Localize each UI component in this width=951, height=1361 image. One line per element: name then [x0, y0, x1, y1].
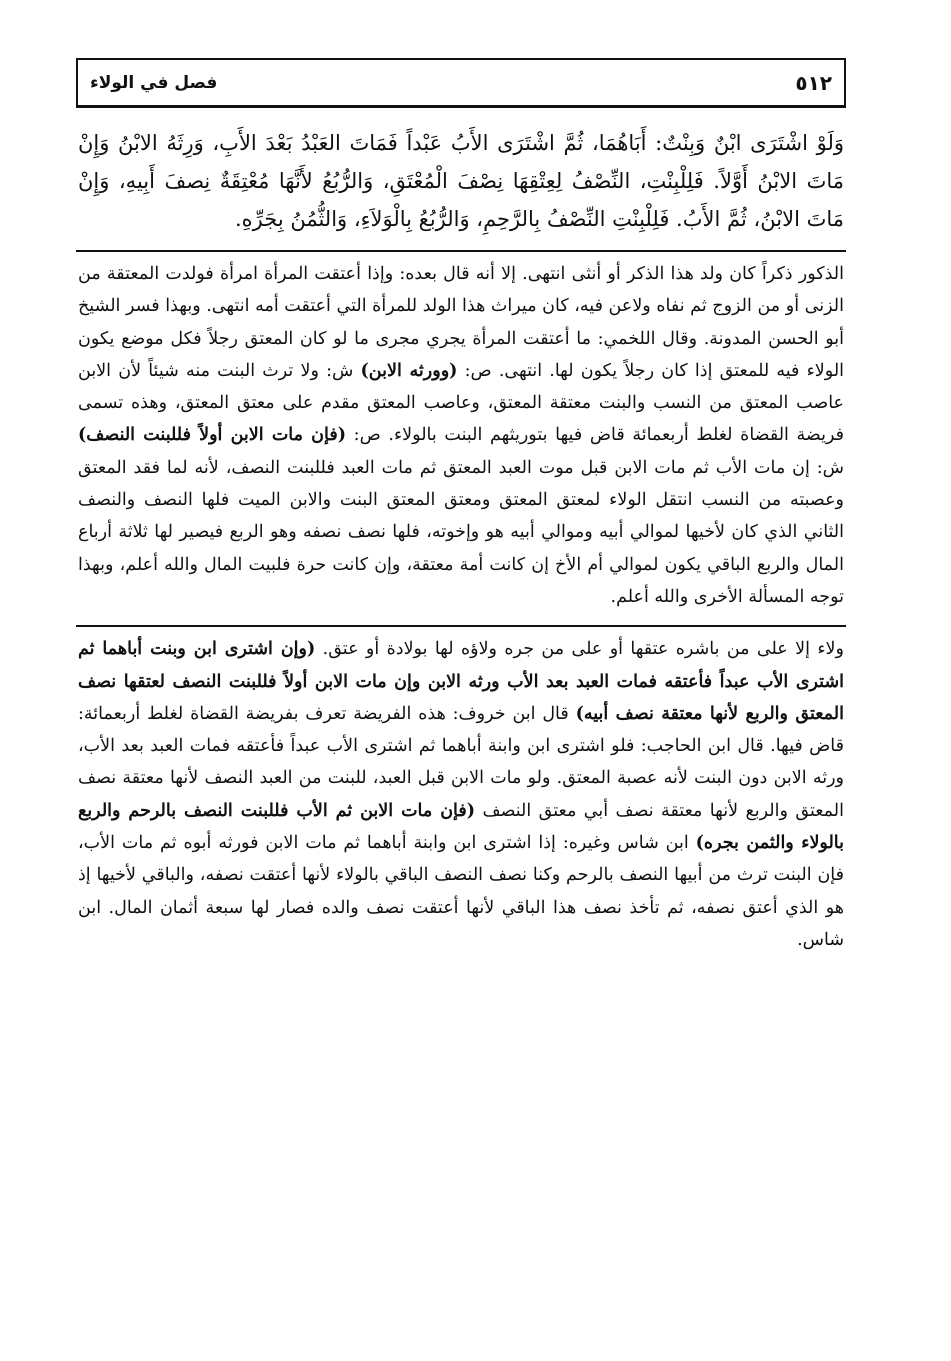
commentary-section-1	[76, 258, 846, 613]
commentary-segment: ش: إن مات الأب ثم مات الابن قبل موت العبد المعتق ثم مات العبد فللبنت النصف، لأنه لما فقد المعتق وعصبته من النسب انتقل الولاء لمعتق المعتق ومعتق المعتق البنت والابن الميت فلها النصف والنصف الثاني الذي كان لأخيها لموالي أبيه وموالي أبيه هو وإخوته، فلها نصف نصفه وهو الربع فيصير لها ثلاثة أرباع المال والربع الباقي يكون لموالي أم الأخ إن كانت أمة معتقة، وإن كانت حرة فلبيت المال والله أعلم، وبهذا توجه المسألة الأخرى والله أعلم.	[78, 457, 844, 607]
commentary-section-2	[76, 633, 846, 956]
main-text: وَلَوْ اشْتَرَى ابْنٌ وَبِنْتٌ: أَبَاهُمَا، ثُمَّ اشْتَرَى الأَبُ عَبْداً فَمَاتَ العَبْدُ بَعْدَ الأَبِ، وَرِثَهُ الابْنُ وَإِنْ مَاتَ الابْنُ أَوَّلاً. فَلِلْبِنْتِ، النِّصْفُ لِعِتْقِهَا نِصْفَ الْمُعْتَقِ، وَالرُّبُعُ لأَنَّهَا مُعْتِقَةٌ نِصفَ أَبِيهِ، وَإِنْ مَاتَ الابْنُ، ثُمَّ الأَبُ. فَلِلْبِنْتِ النِّصْفُ بِالرَّحِمِ، وَالرُّبُعُ بِالْوَلاَءِ، وَالثُّمُنُ بِجَرِّهِ.	[78, 131, 844, 231]
commentary-segment: ابن شاس وغيره: إذا اشترى ابن وابنة أباهما ثم مات الابن فورثه أبوه ثم مات الأب، فإن البنت ترث من أبيها النصف بالرحم وكنا نصف النصف الباقي بالولاء لأنها أعتقت نصفه، والباقي لأخيها إذ هو الذي أعتق نصفه، ثم تأخذ نصف هذا الباقي لأنها أعتقت نصف والده فصار لها سبعة أثمان المال. ابن شاس.	[78, 833, 844, 950]
quoted-matn: (فإن مات الابن ثم الأب فللبنت النصف بالرحم والربع بالولاء والثمن بجره)	[78, 800, 844, 854]
divider-bottom	[76, 625, 846, 627]
page	[76, 58, 846, 956]
commentary-segment: قال ابن خروف: هذه الفريضة تعرف بفريضة القضاة لغلط أربعمائة: قاض فيها. قال ابن الحاجب: فلو اشترى ابن وابنة أباهما ثم اشترى الأب عبداً فأعتقه فمات العبد بعد الأب، ورثه الابن دون البنت لأنه عصبة المعتق. ولو مات الابن قبل العبد، للبنت من العبد النصف لأنها معتقة نصف المعتق والربع لأنها معتقة نصف أبي معتق النصف	[78, 703, 844, 821]
page-number: ٥١٢	[795, 70, 832, 95]
quoted-matn: (وورثه الابن)	[360, 360, 458, 381]
quoted-matn: (وإن اشترى ابن وبنت أباهما ثم اشترى الأب عبداً فأعتقه فمات العبد بعد الأب ورثه الابن وإن مات الابن أولاً فللبنت النصف لعتقها نصف المعتق والربع لأنها معتقة نصف أبيه)	[78, 639, 844, 724]
divider-top	[76, 250, 846, 252]
commentary-segment: ولاء إلا على من باشره عتقها أو على من جره ولاؤه لها بولادة أو عتق.	[315, 639, 844, 660]
page-header	[76, 58, 846, 108]
commentary-segment: الذكور ذكراً كان ولد هذا الذكر أو أنثى انتهى. إلا أنه قال بعده: وإذا أعتقت المرأة امرأة فولدت المعتقة من الزنى أو من الزوج ثم نفاه ولاعن فيه، كان ميراث هذا الولد للمرأة التي أعتقت أمه انتهى. وبهذا فسر الشيخ أبو الحسن المدونة. وقال اللخمي: ما أعتقت المرأة يجري مجرى ما لو كان المعتق رجلاً فكل موضع يكون الولاء فيه للمعتق إذا كان رجلاً يكون لها. انتهى. ص:	[78, 264, 845, 381]
quoted-matn: (فإن مات الابن أولاً فللبنت النصف)	[78, 425, 347, 446]
commentary-segment: ش: ولا ترث البنت منه شيئاً لأن الابن عاصب المعتق من النسب والبنت معتقة المعتق، وعاصب المعتق مقدم على معتق المعتق، وهذه تسمى فريضة القضاة لغلط أربعمائة قاض فيها بتوريثهم البنت بالولاء. ص:	[78, 360, 844, 446]
chapter-title: فصل في الولاء	[90, 72, 218, 93]
